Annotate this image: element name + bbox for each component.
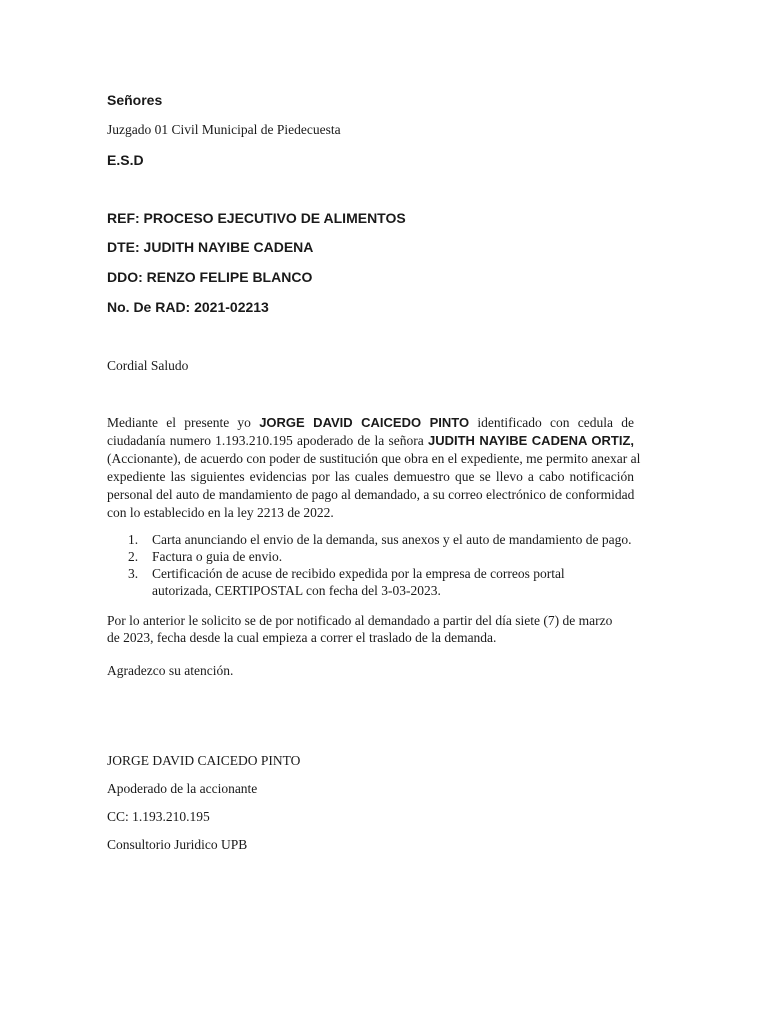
list-number: 3. xyxy=(128,566,139,581)
body-line-5: personal del auto de mandamiento de pago al demandado, a su correo electrónico de conformidad xyxy=(107,487,635,502)
body-line-6: con lo establecido en la ley 2213 de 2022. xyxy=(107,505,334,520)
client-name: JUDITH NAYIBE CADENA ORTIZ, xyxy=(427,433,635,448)
body-text: ciudadanía numero 1.193.210.195 apoderado de la señora xyxy=(107,433,424,448)
list-text: Certificación de acuse de recibido expedida por la empresa de correos portal xyxy=(152,566,565,581)
list-number: 1. xyxy=(128,532,139,547)
greeting: Cordial Saludo xyxy=(107,358,189,373)
attorney-name: JORGE DAVID CAICEDO PINTO xyxy=(259,415,470,430)
request-paragraph xyxy=(107,612,612,646)
body-text: identificado con cedula de xyxy=(477,415,635,430)
body-line-4: expediente las siguientes evidencias por las cuales demuestro que se llevo a cabo notificación xyxy=(107,469,634,484)
signature-cc: CC: 1.193.210.195 xyxy=(107,809,210,824)
salutation: Señores xyxy=(107,92,163,108)
list-number: 2. xyxy=(128,549,139,564)
signature-name: JORGE DAVID CAICEDO PINTO xyxy=(107,753,301,768)
list-item xyxy=(128,548,631,565)
body-line-2 xyxy=(107,432,634,450)
court-name: Juzgado 01 Civil Municipal de Piedecuesta xyxy=(107,122,341,137)
signature-org: Consultorio Juridico UPB xyxy=(107,837,248,852)
list-item xyxy=(128,565,631,599)
dte-line: DTE: JUDITH NAYIBE CADENA xyxy=(107,239,314,255)
thanks-line: Agradezco su atención. xyxy=(107,663,234,678)
evidence-list xyxy=(128,531,631,599)
request-line-2: de 2023, fecha desde la cual empieza a correr el traslado de la demanda. xyxy=(107,630,497,645)
list-text: Factura o guia de envio. xyxy=(152,549,283,564)
body-paragraph xyxy=(107,414,641,522)
list-text-continued: autorizada, CERTIPOSTAL con fecha del 3-03-2023. xyxy=(152,583,441,598)
ref-line: REF: PROCESO EJECUTIVO DE ALIMENTOS xyxy=(107,210,406,226)
ddo-line: DDO: RENZO FELIPE BLANCO xyxy=(107,269,313,285)
list-item xyxy=(128,531,631,548)
esd-line: E.S.D xyxy=(107,152,144,168)
request-line-1: Por lo anterior le solicito se de por notificado al demandado a partir del día siete (7) de marzo xyxy=(107,613,613,628)
body-text: Mediante el presente yo xyxy=(107,415,251,430)
list-text: Carta anunciando el envio de la demanda, sus anexos y el auto de mandamiento de pago. xyxy=(152,532,632,547)
rad-line: No. De RAD: 2021-02213 xyxy=(107,299,269,315)
body-line-1 xyxy=(107,414,634,432)
body-line-3: (Accionante), de acuerdo con poder de sustitución que obra en el expediente, me permito anexar al xyxy=(107,451,641,466)
signature-role: Apoderado de la accionante xyxy=(107,781,258,796)
